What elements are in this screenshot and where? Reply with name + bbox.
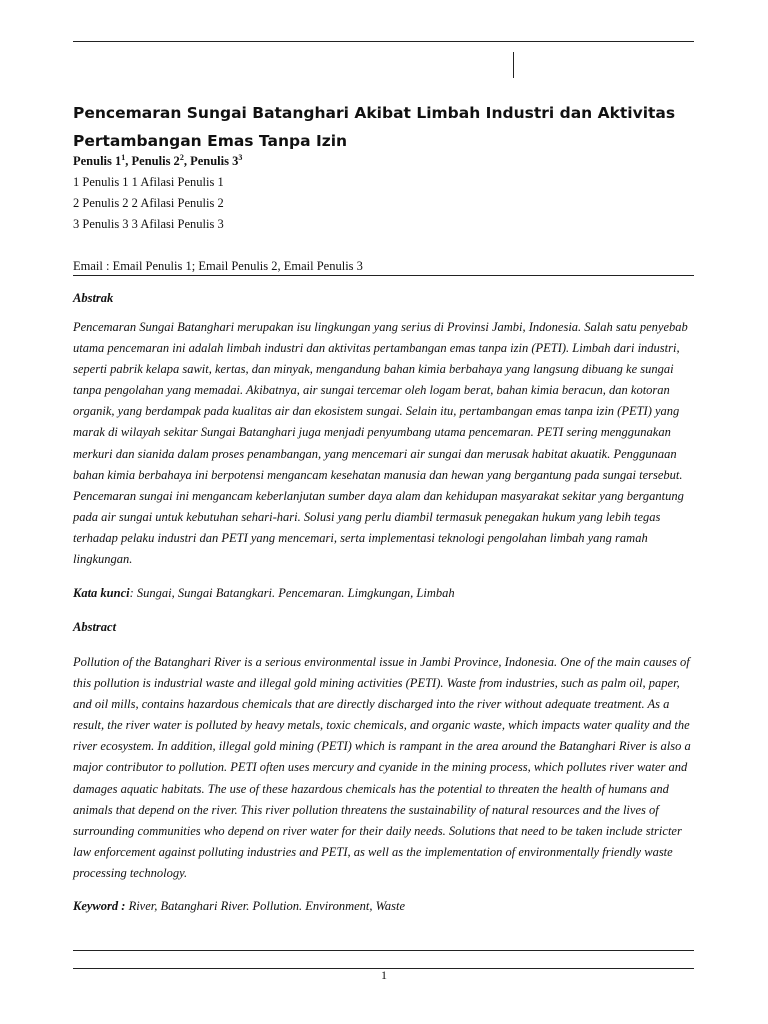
affiliation-1: 1 Penulis 1 1 Afilasi Penulis 1 xyxy=(73,175,224,189)
abstract-heading: Abstract xyxy=(73,620,117,634)
keyword-line xyxy=(73,899,405,914)
author-2: Penulis 2 xyxy=(131,154,180,169)
page-number: 1 xyxy=(381,968,387,982)
keyword-label: Keyword : xyxy=(73,899,126,913)
abstract-paragraph: Pollution of the Batanghari River is a serious environmental issue in Jambi Province, Indonesia. One of the main causes of this pollution is industrial waste and illegal gold mining activities (PETI). Waste from industries, such as palm oil, paper, and oil mills, contains hazardous chemicals that are directly discharged into the river without adequate treatment. As a result, the river water is polluted by heavy metals, toxic chemicals, and organic waste, which impacts water quality and the river ecosystem. In addition, illegal gold mining (PETI) which is rampant in the area around the Batanghari River is also a major contributor to pollution. PETI often uses mercury and cyanide in the mining process, which pollutes river water and damages aquatic habitats. The use of these hazardous chemicals has the potential to threaten the health of humans and animals that depend on the river. This river pollution threatens the sustainability of natural resources and the lives of surrounding communities who depend on river water for their daily needs. Solutions that need to be taken include stricter law enforcement against polluting industries and PETI, as well as the implementation of environmentally friendly waste processing technology. xyxy=(73,655,691,880)
author-1-sup: 1 xyxy=(121,153,126,162)
author-2-sup: 2 xyxy=(179,153,184,162)
footer-rule-top xyxy=(73,950,694,951)
email-line: Email : Email Penulis 1; Email Penulis 2, Email Penulis 3 xyxy=(73,259,363,273)
email-rule xyxy=(73,275,694,276)
kata-kunci-line xyxy=(73,586,455,601)
text-cursor xyxy=(513,52,514,78)
kata-kunci-text: : Sungai, Sungai Batangkari. Pencemaran. Limgkungan, Limbah xyxy=(129,586,455,600)
abstrak-paragraph: Pencemaran Sungai Batanghari merupakan isu lingkungan yang serius di Provinsi Jambi, Indonesia. Salah satu penyebab utama pencemaran ini adalah limbah industri dan aktivitas pertambangan emas tanpa izin (PETI). Limbah dari industri, seperti pabrik kelapa sawit, kertas, dan minyak, mengandung bahan kimia berbahaya yang langsung dibuang ke sungai tanpa pengolahan yang memadai. Akibatnya, air sungai tercemar oleh logam berat, bahan kimia beracun, dan kotoran organik, yang berdampak pada kualitas air dan ekosistem sungai. Selain itu, pertambangan emas tanpa izin (PETI) yang marak di wilayah sekitar Sungai Batanghari juga menjadi penyumbang utama pencemaran. PETI sering menggunakan merkuri dan sianida dalam proses penambangan, yang mencemari air sungai dan merusak habitat akuatik. Penggunaan bahan kimia berbahaya ini berpotensi mengancam kesehatan manusia dan hewan yang bergantung pada sungai tersebut. Pencemaran sungai ini mengancam keberlanjutan sumber daya alam dan kehidupan masyarakat sekitar yang bergantung pada air sungai untuk kebutuhan sehari-hari. Solusi yang perlu diambil termasuk penegakan hukum yang lebih tegas terhadap pelaku industri dan PETI yang mencemari, serta implementasi teknologi pengolahan limbah yang ramah lingkungan. xyxy=(73,320,688,567)
kata-kunci-label: Kata kunci xyxy=(73,586,130,600)
author-line: Penulis $1^1$, Penulis $2^2$, Penulis $3^3$ xyxy=(73,153,243,169)
keyword-text: River, Batanghari River. Pollution. Environment, Waste xyxy=(125,899,406,913)
author-3-sup: 3 xyxy=(238,153,243,162)
affiliation-2: 2 Penulis 2 2 Afilasi Penulis 2 xyxy=(73,196,224,210)
author-3: Penulis 3 xyxy=(190,154,239,169)
header-rule xyxy=(73,41,694,42)
abstrak-heading: Abstrak xyxy=(73,291,114,305)
affiliation-3: 3 Penulis 3 3 Afilasi Penulis 3 xyxy=(73,217,224,231)
author-1: Penulis 1 xyxy=(73,154,122,169)
paper-title: Pencemaran Sungai Batanghari Akibat Limbah Industri dan Aktivitas Pertambangan Emas Tanpa Izin xyxy=(73,104,676,150)
